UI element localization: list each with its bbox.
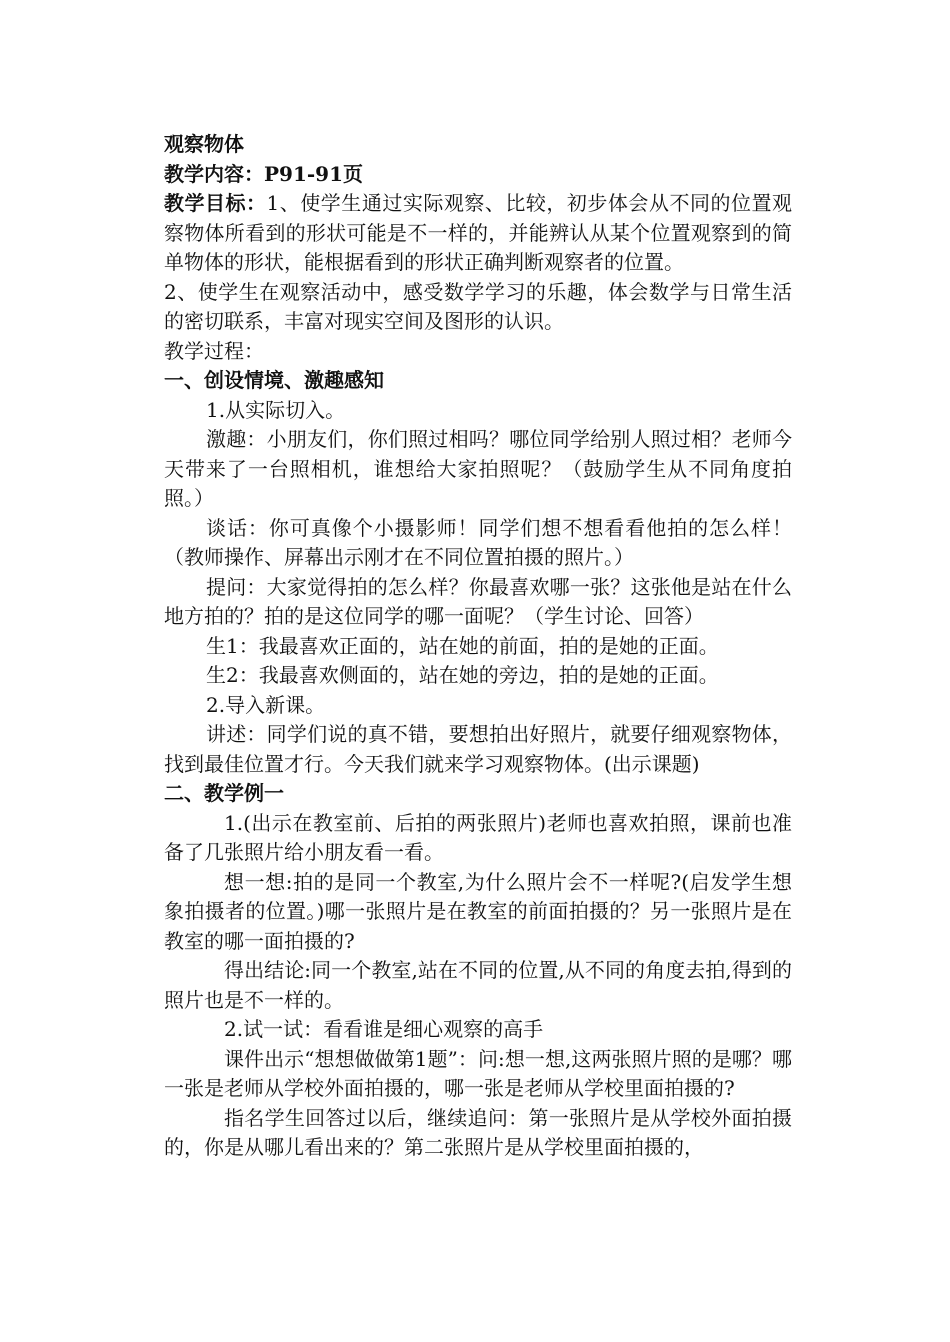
section-2-paragraph: 想一想:拍的是同一个教室,为什么照片会不一样呢?(启发学生想象拍摄者的位置。)哪一张照片是在教室的前面拍摄的？另一张照片是在教室的哪一面拍摄的? [164, 869, 792, 953]
teaching-process-label: 教学过程： [164, 338, 264, 363]
document-body [164, 130, 792, 1163]
teaching-content [164, 160, 792, 190]
section-2-paragraph: 1.(出示在教室前、后拍的两张照片)老师也喜欢拍照，课前也准备了几张照片给小朋友看一看。 [164, 810, 792, 864]
teaching-goal-2: 2、使学生在观察活动中，感受数学学习的乐趣，体会数学与日常生活的密切联系，丰富对现实空间及图形的认识。 [164, 279, 792, 333]
section-2-paragraph: 指名学生回答过以后，继续追问：第一张照片是从学校外面拍摄的，你是从哪儿看出来的？第二张照片是从学校里面拍摄的， [164, 1105, 792, 1159]
section-2-paragraph: 得出结论:同一个教室,站在不同的位置,从不同的角度去拍,得到的照片也是不一样的。 [164, 958, 792, 1012]
section-2-paragraph: 课件出示“想想做做第1题”：问:想一想,这两张照片照的是哪？哪一张是老师从学校外面拍摄的，哪一张是老师从学校里面拍摄的? [164, 1046, 792, 1100]
section-1-paragraph: 讲述：同学们说的真不错，要想拍出好照片，就要仔细观察物体，找到最佳位置才行。今天我们就来学习观察物体。(出示课题) [164, 722, 792, 776]
section-2-paragraph: 2.试一试：看看谁是细心观察的高手 [224, 1017, 544, 1041]
section-1-paragraph: 激趣：小朋友们，你们照过相吗？哪位同学给别人照过相？老师今天带来了一台照相机，谁想给大家拍照呢？（鼓励学生从不同角度拍照。） [164, 427, 792, 510]
teaching-goal-1 [164, 189, 792, 278]
section-1-paragraph: 1.从实际切入。 [206, 397, 346, 422]
section-1-heading: 一、创设情境、激趣感知 [164, 368, 384, 392]
teaching-content-label: 教学内容： [164, 161, 264, 186]
section-1-paragraph: 生1：我最喜欢正面的，站在她的前面，拍的是她的正面。 [206, 633, 719, 658]
teaching-content-value: P91-91页 [264, 161, 364, 186]
teaching-goal-1-text: 1、使学生通过实际观察、比较，初步体会从不同的位置观察物体所看到的形状可能是不一样的，并能辨认从某个位置观察到的简单物体的形状，能根据看到的形状正确判断观察者的位置。 [164, 191, 792, 274]
section-1-paragraph: 谈话：你可真像个小摄影师！同学们想不想看看他拍的怎么样！（教师操作、屏幕出示刚才在不同位置拍摄的照片。） [164, 515, 792, 569]
section-1-paragraph: 提问：大家觉得拍的怎么样？你最喜欢哪一张？这张他是站在什么地方拍的？拍的是这位同学的哪一面呢？（学生讨论、回答） [164, 574, 792, 628]
section-1-paragraph: 2.导入新课。 [206, 692, 326, 717]
document-title: 观察物体 [164, 132, 244, 156]
teaching-goal-label: 教学目标： [164, 191, 267, 215]
section-2-heading: 二、教学例一 [164, 781, 284, 805]
section-1-paragraph: 生2：我最喜欢侧面的，站在她的旁边，拍的是她的正面。 [206, 663, 719, 687]
